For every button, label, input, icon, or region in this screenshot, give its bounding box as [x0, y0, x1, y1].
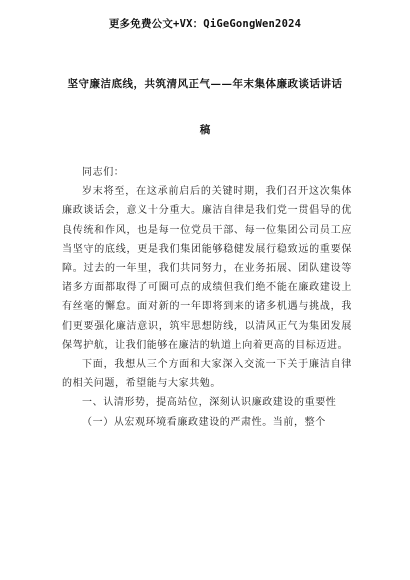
promo-header: 更多免费公文+VX：QiGeGongWen2024: [108, 18, 302, 30]
section-heading-1: 一、认清形势，提高站位，深刻认识廉政建设的重要性: [82, 397, 337, 409]
subsection-heading-1: （一）从宏观环境看廉政建设的严肃性。当前，整个: [82, 416, 326, 428]
document-title: 坚守廉洁底线，共筑清风正气——年末集体廉政谈话讲话: [67, 78, 343, 90]
opening-paragraph: 岁末将至，在这承前启后的关键时期，我们召开这次集体廉政谈话会，意义十分重大。廉洁自律是我们党一贯倡导的优良传统和作风，也是每一位党员干部、每一位集团公司员工应当坚守的底线，更是我们集团能够稳健发展行稳致远的重要保障。过去的一年里，我们共同努力，在业务拓展、团队建设等诸多方面都取得了可圈可点的成绩但我们绝不能在廉政建设上有丝毫的懈怠。面对新的一年即将到来的诸多机遇与挑战，我们更要强化廉洁意识，筑牢思想防线，以清风正气为集团发展保驾护航，让我们能够在廉洁的轨道上向着更高的目标迈进。: [62, 186, 352, 351]
salutation-paragraph: 同志们：: [82, 167, 125, 178]
document-body: [62, 163, 352, 432]
document-title-continuation: 稿: [199, 124, 211, 136]
transition-paragraph: 下面，我想从三个方面和大家深入交流一下关于廉洁自律的相关问题，希望能与大家共勉。: [62, 359, 352, 390]
